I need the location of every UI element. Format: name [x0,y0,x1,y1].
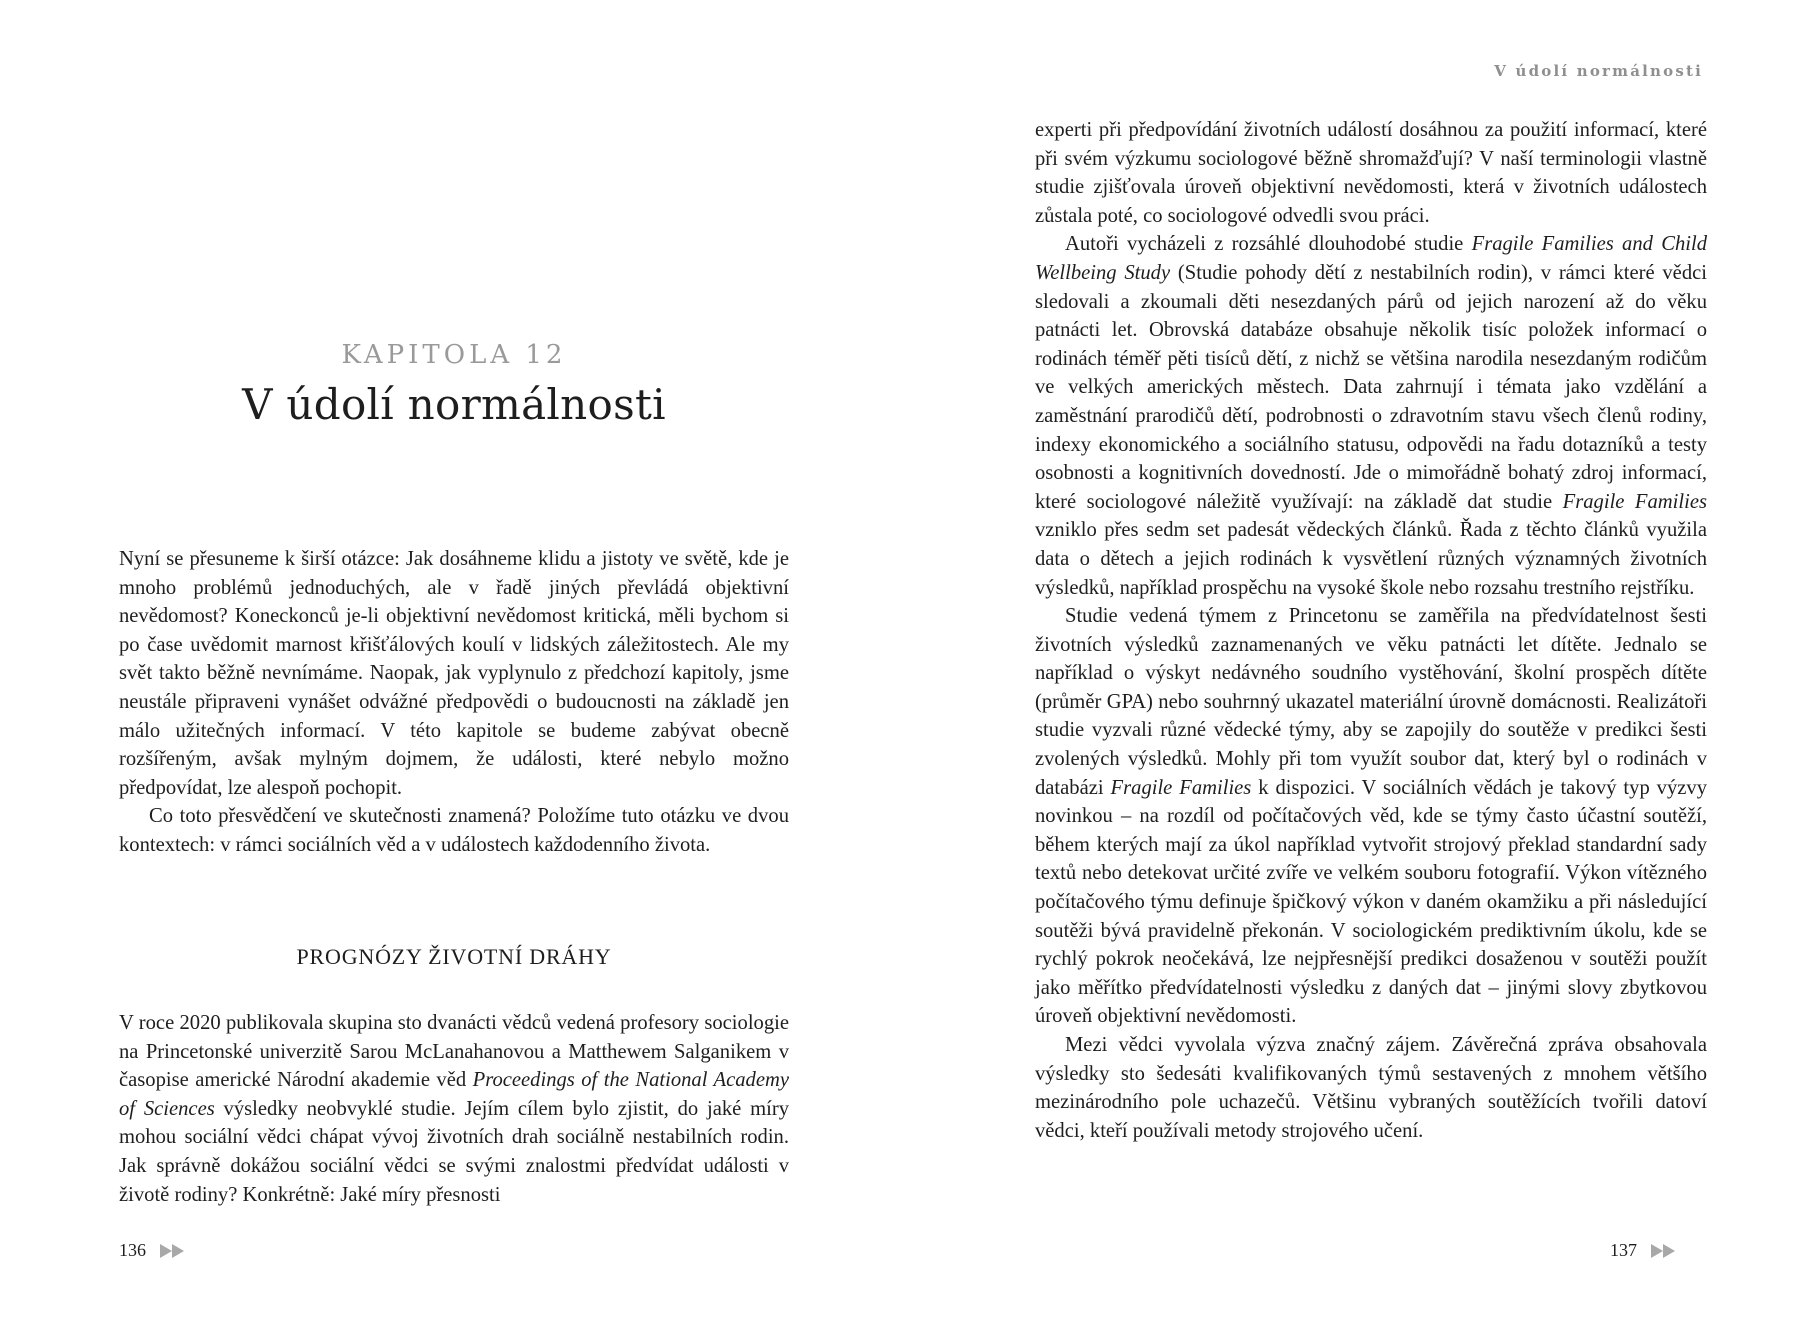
body-text [1035,116,1707,1145]
running-head: V údolí normálnosti [1494,62,1703,80]
right-page [900,0,1799,1336]
text-run: Studie vedená týmem z Princetonu se zaměřila na předvídatelnost šesti životních výsledků zaznamenaných ve věku patnácti let dítěte. Jednalo se například o výskyt nedávného soudního vystěhování, školní prospěch dítěte (průměr GPA) nebo souhrnný ukazatel materiální úrovně domácnosti. Realizátoři studie vyzvali různé vědecké týmy, aby se zapojily do soutěže v predikci šesti zvolených výsledků. Mohly při tom využít soubor dat, který byl o rodinách v databázi [1035,605,1707,799]
paragraph [1035,230,1707,602]
section-heading: PROGNÓZY ŽIVOTNÍ DRÁHY [296,944,612,969]
paragraph: Nyní se přesuneme k širší otázce: Jak dosáhneme klidu a jistoty ve světě, kde je mnoho problémů jednoduchých, ale v řadě jiných převládá objektivní nevědomost? Koneckonců je-li objektivní nevědomost kritická, měli bychom si po čase uvědomit marnost křišťálových koulí v lidských záležitostech. Ale my svět takto běžně nevnímáme. Naopak, jak vyplynulo z předchozí kapitoly, jsme neustále připraveni vynášet odvážné předpovědi o budoucnosti na základě jen málo užitečných informací. V této kapitole se budeme zabývat obecně rozšířeným, avšak mylným dojmem, že události, které nebylo možno předpovídat, lze alespoň pochopit. [119,548,789,799]
double-arrow-right-icon [160,1244,184,1258]
paragraph: Mezi vědci vyvolala výzva značný zájem. Závěrečná zpráva obsahovala výsledky sto šedesáti kvalifikovaných týmů sestavených z mnohem většího mezinárodního pole uchazečů. Většinu vybraných soutěžících tvořili datoví vědci, kteří používali metody strojového učení. [1035,1034,1707,1142]
page-number: 136 [119,1240,146,1260]
text-run: Autoři vycházeli z rozsáhlé dlouhodobé studie [1065,233,1472,256]
chapter-label: KAPITOLA 12 [341,340,567,370]
study-title: Fragile Families [1110,776,1252,799]
double-arrow-right-icon [1651,1244,1675,1258]
study-title: Fragile Families [1562,490,1707,513]
paragraph [119,1009,789,1209]
section-text [119,1009,789,1209]
page-footer [1610,1240,1675,1261]
paragraph [1035,602,1707,1031]
intro-text [119,545,789,860]
text-run: (Studie pohody dětí z nestabilních rodin), v rámci které vědci sledovali a zkoumali děti nesezdaných párů od jejich narození až do věku patnácti let. Obrovská databáze obsahuje několik tisíc položek informací o rodinách téměř pěti tisíců dětí, z nichž se většina narodila nesezdaným rodičům ve velkých amerických městech. Data zahrnují i témata jako vzdělání a zaměstnání prarodičů dětí, podrobnosti o zdravotním stavu všech členů rodiny, indexy ekonomického a sociálního statusu, odpovědi na řadu dotazníků a testy osobnosti a kognitivních dovedností. Jde o mimořádně bohatý zdroj informací, které sociologové náležitě využívají: na základě dat studie [1035,261,1707,513]
text-run: vzniklo přes sedm set padesát vědeckých článků. Řada z těchto článků využila data o dětech a jejich rodinách k vysvětlení různých významných životních výsledků, například prospěchu na vysoké škole nebo rozsahu trestního rejstříku. [1035,519,1707,599]
journal-title: Proceedings of the National Academy of Sciences [119,1069,789,1120]
page-number: 137 [1610,1240,1637,1260]
study-title: Fragile Families and Child Wellbeing Study [1035,233,1707,284]
paragraph: Co toto přesvědčení ve skutečnosti znamená? Položíme tuto otázku ve dvou kontextech: v rámci sociálních věd a v událostech každodenního života. [119,805,789,856]
page-footer [119,1240,184,1261]
text-run: k dispozici. V sociálních vědách je takový typ výzvy novinkou – na rozdíl od počítačových věd, kde se týmy často účastní soutěží, během kterých mají za úkol například vytvořit strojový překlad standardní sady textů nebo detekovat určité zvíře ve velkém souboru fotografií. Výkon vítězného počítačového týmu definuje špičkový výkon v daném okamžiku a při následující soutěži bývá pravidelně překonán. V sociologickém prediktivním úkolu, kde se rychlý pokrok neočekává, lze nejpřesnější predikci dosaženou v soutěži použít jako měřítko předvídatelnosti výsledku z daných dat – jinými slovy zbytkovou úroveň objektivní nevědomosti. [1035,776,1708,1028]
chapter-title: V údolí normálnosti [242,380,666,429]
text-run: V roce 2020 publikovala skupina sto dvanácti vědců vedená profesory sociologie na Princetonské univerzitě Sarou McLanahanovou a Matthewem Salganikem v časopise americké Národní akademie věd [119,1012,789,1092]
text-run: výsledky neobvyklé studie. Jejím cílem bylo zjistit, do jaké míry mohou sociální vědci chápat vývoj životních drah sociálně nestabilních rodin. Jak správně dokážou sociální vědci se svými znalostmi předvídat události v životě rodiny? Konkrétně: Jaké míry přesnosti [119,1097,790,1206]
paragraph: experti při předpovídání životních událostí dosáhnou za použití informací, které při svém výzkumu sociologové běžně shromažďují? V naší terminologii vlastně studie zjišťovala úroveň objektivní nevědomosti, která v životních událostech zůstala poté, co sociologové odvedli svou práci. [1035,119,1707,227]
